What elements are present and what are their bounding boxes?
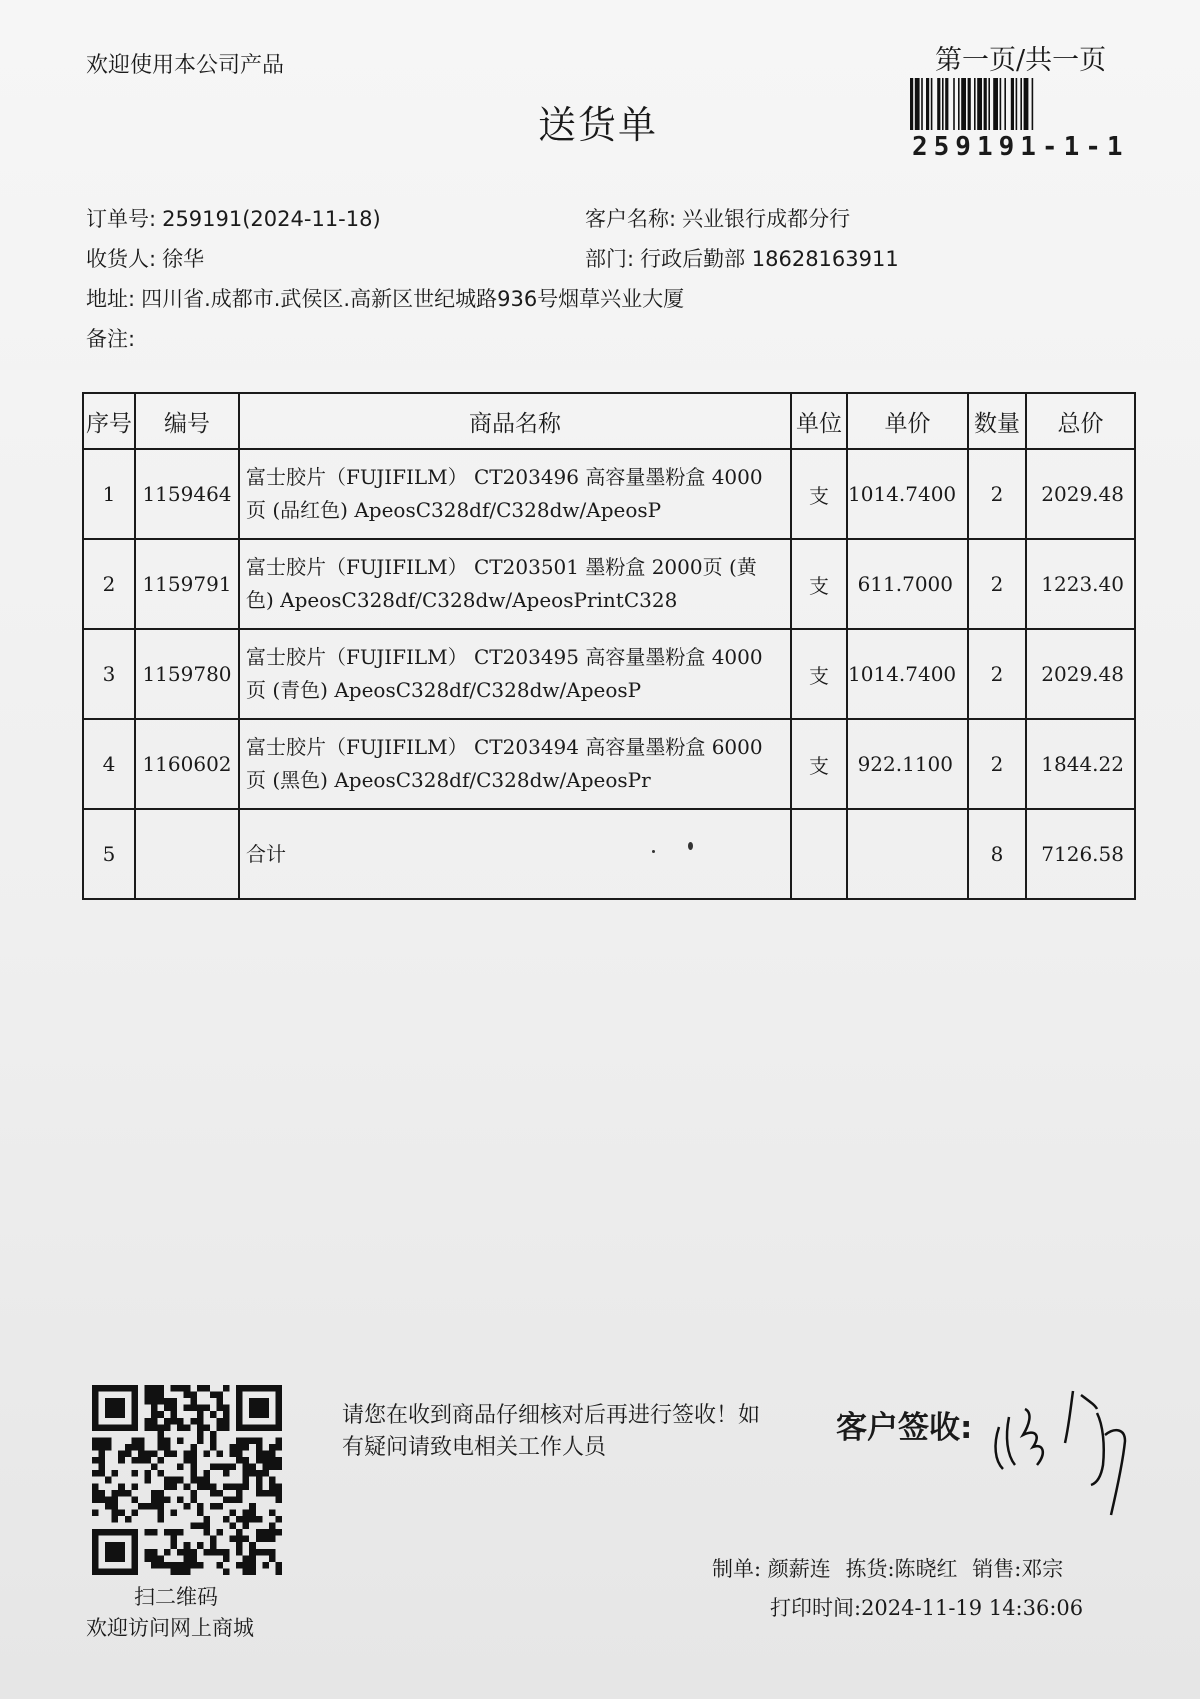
- row-unit: 支: [791, 629, 847, 719]
- remark: [86, 323, 141, 353]
- remark-label: 备注:: [86, 327, 136, 351]
- table-header-row: [83, 393, 1135, 449]
- table-row: [83, 629, 1135, 719]
- qr-code-caption: 扫二维码: [134, 1585, 218, 1609]
- sales-info: 销售:邓宗: [972, 1557, 1064, 1581]
- header-product-name: 商品名称: [239, 393, 791, 449]
- table-row: [83, 719, 1135, 809]
- barcode-graphic: [910, 78, 1125, 130]
- row-index: 2: [83, 539, 135, 629]
- row-product-line2: 页 (品红色) ApeosC328df/C328dw/ApeosP: [246, 498, 662, 522]
- order-number: [86, 203, 381, 233]
- row-total: 1223.40: [1026, 539, 1135, 629]
- department-label: 部门:: [585, 247, 635, 271]
- welcome-text: 欢迎使用本公司产品: [86, 53, 285, 78]
- row-unit: 支: [791, 539, 847, 629]
- row-quantity: 2: [968, 719, 1026, 809]
- row-product-line1: 富士胶片（FUJIFILM） CT203495 高容量墨粉盒 4000: [246, 645, 763, 669]
- receiver-label: 收货人:: [86, 247, 157, 271]
- customer-name-label: 客户名称:: [585, 207, 677, 231]
- row-product-name: [239, 539, 791, 629]
- row-product-line1: 富士胶片（FUJIFILM） CT203496 高容量墨粉盒 4000: [246, 465, 763, 489]
- address-value: 四川省.成都市.武侯区.高新区世纪城路936号烟草兴业大厦: [141, 287, 685, 311]
- row-product-line2: 页 (黑色) ApeosC328df/C328dw/ApeosPr: [246, 768, 651, 792]
- header-quantity: 数量: [968, 393, 1026, 449]
- order-number-value: 259191(2024-11-18): [162, 207, 381, 231]
- receiver-value: 徐华: [162, 247, 205, 271]
- items-table: [82, 392, 1136, 900]
- row-product-name: [239, 629, 791, 719]
- row-product-line2: 页 (青色) ApeosC328df/C328dw/ApeosP: [246, 678, 642, 702]
- row-code: 1160602: [135, 719, 239, 809]
- row-index: 1: [83, 449, 135, 539]
- row-product-line1: 富士胶片（FUJIFILM） CT203501 墨粉盒 2000页 (黄: [246, 555, 757, 579]
- customer-name-value: 兴业银行成都分行: [682, 207, 851, 231]
- header-index: 序号: [83, 393, 135, 449]
- row-code: 1159791: [135, 539, 239, 629]
- barcode-number: 259191-1-1: [912, 132, 1129, 162]
- document-title: 送货单: [538, 103, 659, 147]
- department: [585, 243, 899, 273]
- maker-info: 制单: 颜薪连: [712, 1557, 831, 1581]
- summary-code: [135, 809, 239, 899]
- row-code: 1159464: [135, 449, 239, 539]
- summary-quantity: 8: [968, 809, 1026, 899]
- row-product-name: [239, 449, 791, 539]
- qr-code-graphic[interactable]: [92, 1385, 282, 1575]
- header-unit: 单位: [791, 393, 847, 449]
- header-unit-price: 单价: [847, 393, 968, 449]
- row-unit-price: 1014.7400: [847, 629, 968, 719]
- picker-info: 拣货:陈晓红: [845, 1557, 958, 1581]
- qr-code-subtitle: 欢迎访问网上商城: [86, 1616, 254, 1640]
- row-quantity: 2: [968, 449, 1026, 539]
- print-time: 打印时间:2024-11-19 14:36:06: [770, 1596, 1084, 1620]
- summary-row: [83, 809, 1135, 899]
- header-code: 编号: [135, 393, 239, 449]
- row-unit-price: 611.7000: [847, 539, 968, 629]
- row-unit-price: 1014.7400: [847, 449, 968, 539]
- receipt-notice: 请您在收到商品仔细核对后再进行签收！如有疑问请致电相关工作人员: [342, 1403, 761, 1460]
- row-quantity: 2: [968, 539, 1026, 629]
- summary-total: 7126.58: [1026, 809, 1135, 899]
- customer-signature-label: 客户签收:: [836, 1410, 973, 1446]
- summary-label: [239, 809, 791, 899]
- ink-smudge: [688, 842, 693, 850]
- summary-label-text: 合计: [246, 841, 286, 866]
- row-total: 2029.48: [1026, 449, 1135, 539]
- row-code: 1159780: [135, 629, 239, 719]
- order-number-label: 订单号:: [86, 207, 157, 231]
- row-unit: 支: [791, 449, 847, 539]
- summary-price: [847, 809, 968, 899]
- row-product-name: [239, 719, 791, 809]
- header-total: 总价: [1026, 393, 1135, 449]
- staff-info: [712, 1553, 1071, 1583]
- address-label: 地址:: [86, 287, 136, 311]
- handwritten-signature: [985, 1365, 1175, 1525]
- row-product-line1: 富士胶片（FUJIFILM） CT203494 高容量墨粉盒 6000: [246, 735, 763, 759]
- address: [86, 283, 684, 313]
- row-quantity: 2: [968, 629, 1026, 719]
- table-row: [83, 539, 1135, 629]
- department-value: 行政后勤部 18628163911: [640, 247, 899, 271]
- row-product-line2: 色) ApeosC328df/C328dw/ApeosPrintC328: [246, 588, 678, 612]
- row-unit-price: 922.1100: [847, 719, 968, 809]
- row-unit: 支: [791, 719, 847, 809]
- row-index: 3: [83, 629, 135, 719]
- table-row: [83, 449, 1135, 539]
- row-total: 1844.22: [1026, 719, 1135, 809]
- ink-smudge: [652, 850, 655, 853]
- summary-unit: [791, 809, 847, 899]
- receiver: [86, 243, 204, 273]
- customer-name: [585, 203, 850, 233]
- summary-index: 5: [83, 809, 135, 899]
- page-indicator: 第一页/共一页: [935, 45, 1107, 76]
- row-index: 4: [83, 719, 135, 809]
- row-total: 2029.48: [1026, 629, 1135, 719]
